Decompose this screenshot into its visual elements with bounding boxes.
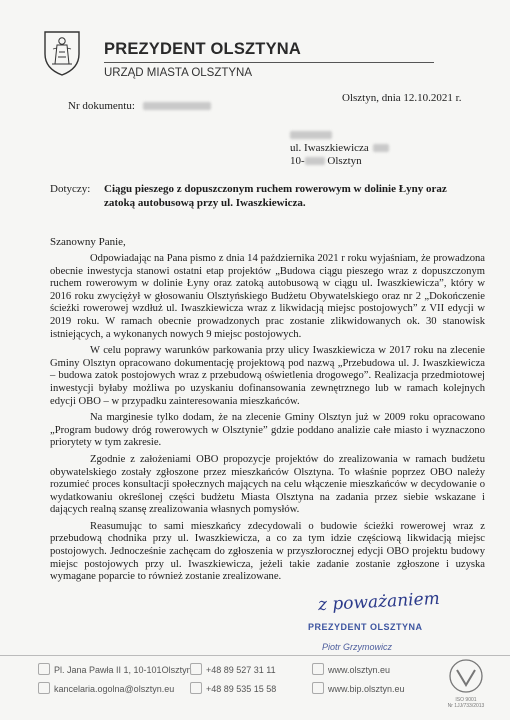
subject-text: Ciągu pieszego z dopuszczonym ruchem rowerowym w dolinie Łyny oraz zatoką autobusową przy ul. Iwaszkiewicza. [104,183,447,209]
footer-email [38,682,174,694]
paragraph: Na marginesie tylko dodam, że na zlecenie Gminy Olsztyn już w 2009 roku opracowano „Program budowy dróg rowerowych w Olsztynie” gdzie poddano analizie całe miasto i wyznaczono priorytety w tym zakresie. [50,412,485,449]
fax-icon [190,682,202,694]
location-icon [38,663,50,675]
letterhead-divider [104,62,434,63]
footer-bip-text: www.bip.olsztyn.eu [328,684,405,694]
footer-website-text: www.olsztyn.eu [328,665,391,675]
footer-fax [190,682,276,694]
redacted-house-number [373,144,389,152]
email-icon [38,682,50,694]
subject-label: Dotyczy: [50,183,91,195]
footer-phone [190,663,276,675]
olsztyn-crest-logo [42,30,82,76]
recipient-name [290,129,332,141]
iso-certificate-text [440,697,492,709]
city-text: Olsztyn [327,155,362,167]
postal-prefix: 10- [290,155,305,167]
redacted-postal-code [305,157,325,165]
place-date: Olsztyn, dnia 12.10.2021 r. [342,92,462,104]
redacted-document-number [143,102,211,110]
paragraph: Odpowiadając na Pana pismo z dnia 14 października 2021 r roku wyjaśniam, że prowadzona obecnie inwestycja stanowi ostatni etap projektów „Budowa ciągu pieszego wraz z dopuszczonym ruchem rowerowym w dolinie Łyny oraz zatoką autobusową w ciągu ul. Iwaszkiewicza”, który w 2016 roku zwyciężył w głosowaniu Olsztyńskiego Budżetu Obywatelskiego oraz nr 2 „Dokończenie ścieżki rowerowej wzdłuż ul. Iwaszkiewicza wraz z likwidacją miejsc postojowych” z VII edycji w 2019 roku. W ramach obecnie prowadzonych prac zostanie zlikwidowanych ok. 30 stanowisk istniejących, a wykonanych nowych 9 miejsc postojowych. [50,253,485,340]
stamp-title: PREZYDENT OLSZTYNA [308,622,423,632]
iso-certificate-icon [448,658,484,694]
paragraph: Zgodnie z założeniami OBO propozycje projektów do zrealizowania w ramach budżetu obywatelskiego zostały zgłoszone przez mieszkańców Olsztyna. To właśnie poprzez OBO należy rozumieć proces konsultacji społecznych mających na celu włączenie mieszkańców w decydowanie o wydatkowaniu określonej części budżetu Miasta Olsztyna na zadania przez siebie wskazane i dających realną szansę zrealizowania własnych pomysłów. [50,453,485,516]
paragraph: W celu poprawy warunków parkowania przy ulicy Iwaszkiewicza w 2017 roku na zlecenie Gminy Olsztyn opracowano dokumentację projektową pod nazwą „Przebudowa ul. J. Iwaszkiewicza – budowa zatok postojowych wraz z przebudową oświetlenia drogowego”. Realizacja przedmiotowej inwestycji byłaby możliwa po uzyskaniu dofinansowania zewnętrznego lub w ramach kolejnych edycji OBO – w przypadku zainteresowania mieszkańców. [50,345,485,407]
footer-bip [312,682,405,694]
recipient-city [290,155,362,167]
footer-address [38,663,192,675]
letterhead-title: PREZYDENT OLSZTYNA [104,40,302,58]
recipient-street-text: ul. Iwaszkiewicza [290,142,369,154]
handwritten-signature: z poważaniem [317,588,441,616]
footer-divider [0,655,510,656]
salutation: Szanowny Panie, [50,236,126,248]
phone-icon [190,663,202,675]
cert-line-1: ISO 9001 [455,697,477,703]
footer-address-text: Pl. Jana Pawła II 1, 10-101Olsztyn [54,665,192,675]
redacted-recipient-name [290,131,332,139]
document-number-label: Nr dokumentu: [68,100,135,112]
globe-icon [312,663,324,675]
paragraph: Reasumując to sami mieszkańcy zdecydowali o budowie ścieżki rowerowej wraz z przebudową chodnika przy ul. Iwaszkiewicza, a co za tym idzie częściową likwidacją miejsc postojowych. Jednocześnie zachęcam do zgłoszenia w przyszłorocznej edycji OBO projektu budowy miejsc postojowych przy ul. Iwaszkiewicza, jeżeli takie zadanie zostanie zgłoszone i uzyska wymagane poparcie to również zostanie zrealizowane. [50,520,485,583]
recipient-street [290,142,389,154]
footer-phone-text: +48 89 527 31 11 [206,665,276,675]
footer-fax-text: +48 89 535 15 58 [206,684,277,694]
bip-icon [312,682,324,694]
letter-body [50,253,485,588]
footer-email-text: kancelaria.ogolna@olsztyn.eu [54,684,175,694]
cert-line-2: Nr 1JJ/733/2013 [447,703,485,709]
stamp-name: Piotr Grzymowicz [322,642,393,652]
footer-website [312,663,390,675]
letterhead-subtitle: URZĄD MIASTA OLSZTYNA [104,67,253,79]
document-number [68,100,211,112]
